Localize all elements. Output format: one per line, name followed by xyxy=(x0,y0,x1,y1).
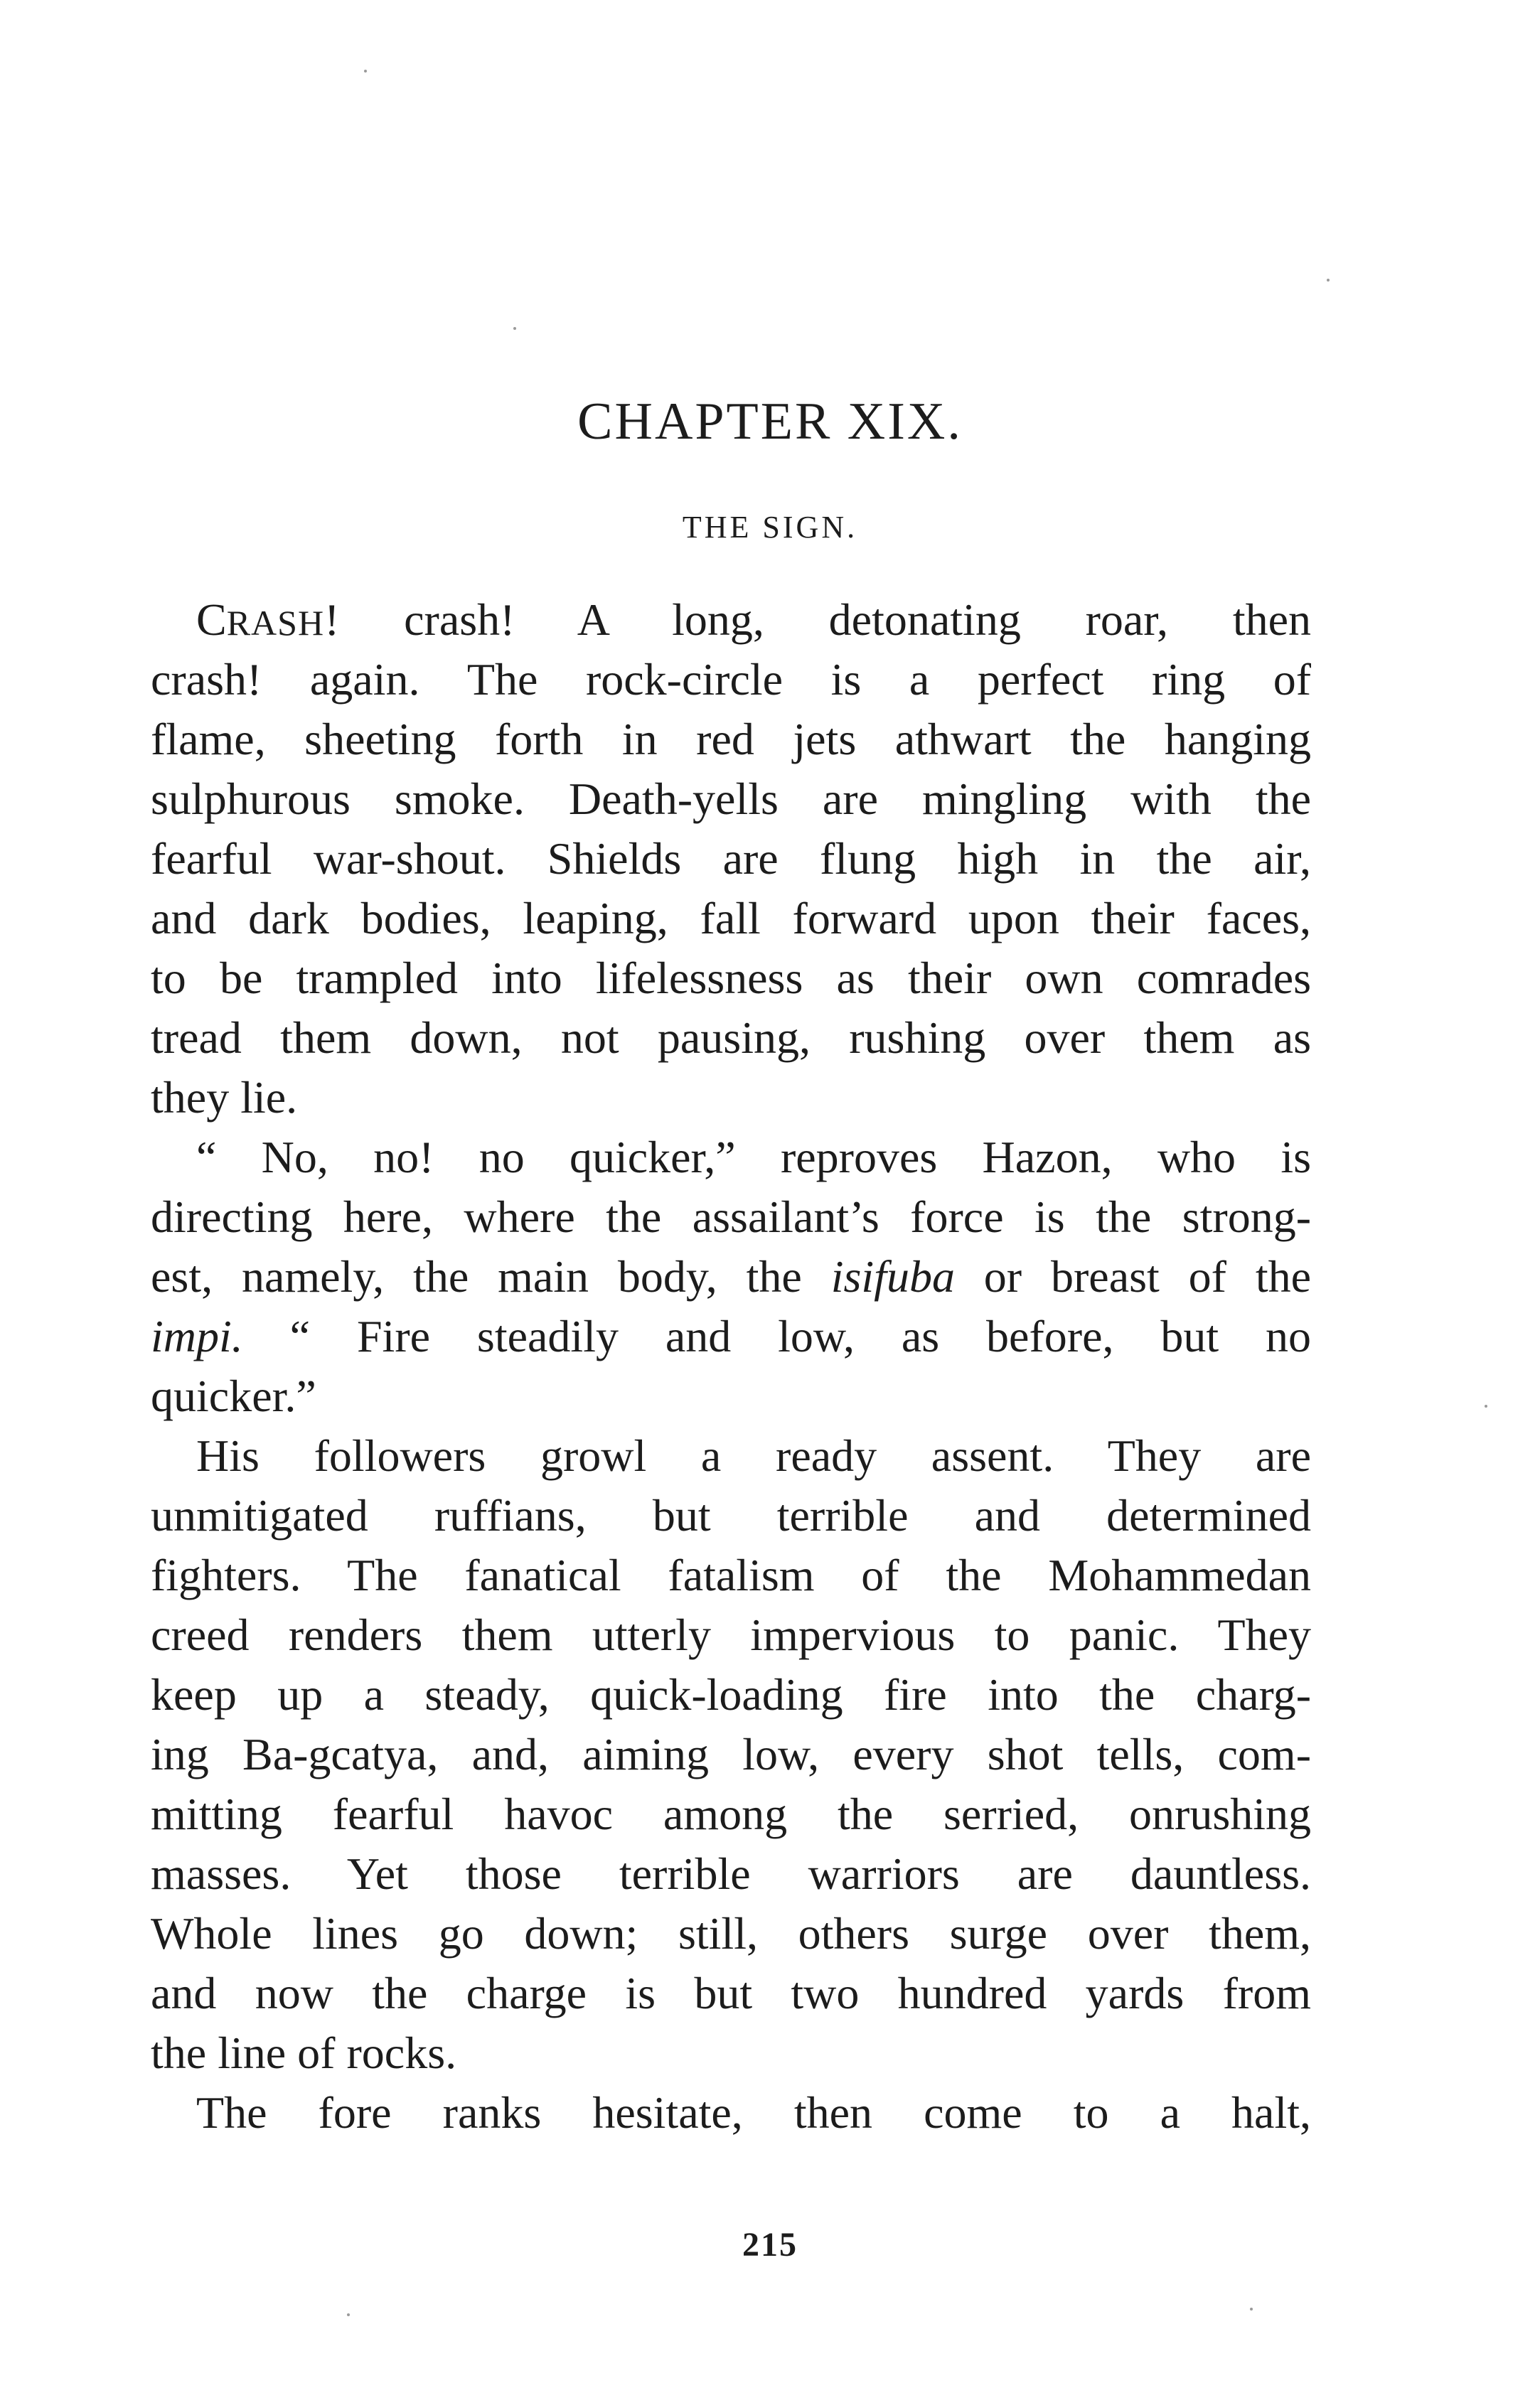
paragraph-3-line-5: keep up a steady, quick-loading fire into the charg- xyxy=(151,1669,1311,1720)
paragraph-1-line-3: flame, sheeting forth in red jets athwart the hanging xyxy=(151,714,1311,764)
drop-word-initial: C xyxy=(196,594,227,645)
paragraph-4-line-1: The fore ranks hesitate, then come to a halt, xyxy=(196,2087,1311,2138)
drop-word-small-caps: RASH xyxy=(226,603,325,643)
paragraph-1-line-2: crash! again. The rock-circle is a perfect ring of xyxy=(151,654,1311,705)
paragraph-1-line-4: sulphurous smoke. Death-yells are mingling with the xyxy=(151,773,1311,824)
paragraph-3-line-1: His followers growl a ready assent. They are xyxy=(196,1430,1311,1481)
paragraph-2-line-2: directing here, where the assailant’s force is the strong- xyxy=(151,1192,1311,1242)
scan-speck xyxy=(1485,1405,1487,1408)
paragraph-3-line-6: ing Ba-gcatya, and, aiming low, every shot tells, com- xyxy=(151,1729,1311,1779)
paragraph-3-line-11: the line of rocks. xyxy=(151,2028,457,2078)
paragraph-2-line-4-b: “ Fire steadily and low, as before, but no xyxy=(242,1311,1311,1361)
paragraph-1-line-8: tread them down, not pausing, rushing over them as xyxy=(151,1012,1311,1063)
paragraph-2-line-3-a: est, namely, the main body, the xyxy=(151,1251,831,1302)
paragraph-3-line-7: mitting fearful havoc among the serried, onrushing xyxy=(151,1789,1311,1839)
paragraph-1-line-6: and dark bodies, leaping, fall forward upon their faces, xyxy=(151,893,1311,943)
chapter-title: THE SIGN. xyxy=(682,510,858,545)
scan-speck xyxy=(1250,2308,1253,2311)
paragraph-1-line-7: to be trampled into lifelessness as their own comrades xyxy=(151,953,1311,1003)
italic-term-impi: impi. xyxy=(151,1311,243,1361)
paragraph-2-line-5: quicker.” xyxy=(151,1371,316,1421)
scan-speck xyxy=(513,327,516,330)
scan-speck xyxy=(347,2313,350,2316)
paragraph-3-line-9: Whole lines go down; still, others surge over them, xyxy=(151,1908,1311,1959)
paragraph-1-line-5: fearful war-shout. Shields are flung high in the air, xyxy=(151,833,1311,884)
chapter-heading: CHAPTER XIX. xyxy=(577,392,963,451)
paragraph-3-line-10: and now the charge is but two hundred yards from xyxy=(151,1968,1311,2018)
paragraph-2-line-3-b: or breast of the xyxy=(954,1251,1311,1302)
paragraph-3-line-8: masses. Yet those terrible warriors are dauntless. xyxy=(151,1848,1311,1899)
paragraph-1-line-9: they lie. xyxy=(151,1072,298,1123)
scan-speck xyxy=(364,70,367,73)
paragraph-3-line-4: creed renders them utterly impervious to panic. They xyxy=(151,1610,1311,1660)
italic-term-isifuba: isifuba xyxy=(830,1251,955,1302)
paragraph-2-line-3 xyxy=(151,1247,1311,1307)
page-number: 215 xyxy=(742,2226,798,2264)
paragraph-3-line-2: unmitigated ruffians, but terrible and determined xyxy=(151,1490,1311,1541)
paragraph-2-line-1: “ No, no! no quicker,” reproves Hazon, who is xyxy=(196,1132,1311,1182)
scan-speck xyxy=(1327,279,1330,282)
paragraph-1-line-1 xyxy=(196,590,1311,650)
paragraph-2-line-4 xyxy=(151,1307,1311,1366)
paragraph-1-line-1-text: ! crash! A long, detonating roar, then xyxy=(324,594,1311,645)
paragraph-3-line-3: fighters. The fanatical fatalism of the Mohammedan xyxy=(151,1550,1311,1600)
